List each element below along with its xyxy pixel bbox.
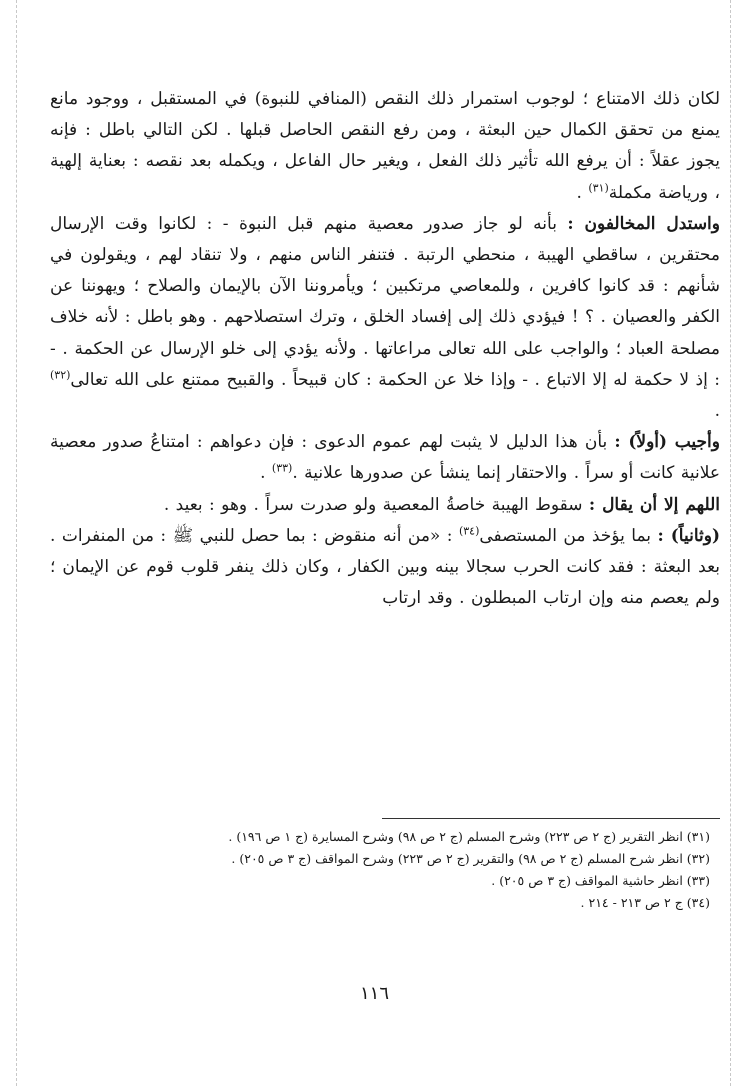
paragraph-tail: : «من أنه منقوض : بما حصل للنبي ﷺ : من المنفرات . بعد البعثة : فقد كانت الحرب سجالا بينه وبين الكفار ، وكان ذلك ينفر قلوب قوم عن الإيمان ؛ ولم يعصم منه وإن ارتاب المبطلون . وقد ارتاب (50, 525, 720, 609)
footnotes-list (60, 826, 720, 914)
page-body (50, 84, 720, 614)
footnote-ref[interactable]: (٣٣) (271, 461, 293, 475)
footnote-divider (382, 818, 720, 819)
paragraph-text: لكان ذلك الامتناع ؛ لوجوب استمرار ذلك النقص (المنافي للنبوة) في المستقبل ، ووجود مانع يمنع من تحقق الكمال حين البعثة ، ومن رفع النقص الحاصل قبلها . لكن التالي باطل : فإنه يجوز عقلاً : أن يرفع الله تأثير ذلك الفعل ، ويغير حال الفاعل ، ويكمله بعد نقصه : بعناية إلهية ، ورياضة مكملة (50, 89, 720, 203)
footnote-item: (٣٤) ج ٢ ص ٢١٣ - ٢١٤ . (580, 895, 710, 910)
paragraph-lead: اللهم إلا أن يقال : (588, 494, 720, 515)
scan-edge-left (16, 0, 17, 1086)
paragraph-text: بأنه لو جاز صدور معصية منهم قبل النبوة - : لكانوا وقت الإرسال محتقرين ، ساقطي الهيبة ، منحطي الرتبة . فتنفر الناس منهم ، ولا تنقاد لهم ، ويقولون في شأنهم : قد كانوا كافرين ، وللمعاصي مرتكبين ؛ ويأمروننا الآن بالإيمان والصلاح ؛ ويهوننا عن الكفر والعصيان . ؟ ! فيؤدي ذلك إلى إفساد الخلق ، وترك استصلاحهم . وهو باطل : لأنه خلاف مصلحة العباد ؛ والواجب على الله تعالى مراعاتها . ولأنه يؤدي إلى خلو الإرسال عن الحكمة . - : إذ لا حكمة له إلا الاتباع . - وإذا خلا عن الحكمة : كان قبيحاً . والقبيح ممتنع على الله تعالى (50, 213, 720, 390)
footnote-ref[interactable]: (٣٤) (458, 524, 480, 538)
footnote-ref[interactable]: (٣٢) (50, 368, 71, 382)
paragraph-3 (50, 427, 720, 489)
footnote-ref[interactable]: (٣١) (588, 180, 609, 194)
paragraph-tail: . (714, 401, 720, 422)
paragraph-lead: وأجيب (أولاً) : (614, 432, 720, 453)
paragraph-tail: . (260, 463, 272, 484)
paragraph-1 (50, 84, 720, 209)
paragraph-5 (50, 521, 720, 615)
paragraph-lead: واستدل المخالفون : (567, 213, 720, 234)
footnote-item: (٣١) انظر التقرير (ج ٢ ص ٢٢٣) وشرح المسلم (ج ٢ ص ٩٨) وشرح المسايرة (ج ١ ص ١٩٦) . (228, 829, 710, 844)
scan-edge-right (730, 0, 731, 1086)
paragraph-2 (50, 209, 720, 427)
footnote-item: (٣٢) انظر شرح المسلم (ج ٢ ص ٩٨) والتقرير (ج ٢ ص ٢٢٣) وشرح المواقف (ج ٣ ص ٢٠٥) . (231, 851, 710, 866)
paragraph-lead: (وثانياً) : (657, 525, 720, 546)
paragraph-tail: . (576, 182, 589, 203)
paragraph-text: بما يؤخذ من المستصفى (479, 525, 658, 546)
page-number: ١١٦ (359, 983, 389, 1004)
paragraph-text: سقوط الهيبة خاصةُ المعصية ولو صدرت سراً . وهو : بعيد . (163, 494, 589, 515)
paragraph-text: بأن هذا الدليل لا يثبت لهم عموم الدعوى : فإن دعواهم : امتناعُ صدور معصية علانية كانت أو سراً . والاحتقار إنما ينشأ عن صدورها علانية . (50, 432, 720, 484)
paragraph-4 (50, 490, 720, 521)
footnote-item: (٣٣) انظر حاشية المواقف (ج ٣ ص ٢٠٥) . (491, 873, 710, 888)
